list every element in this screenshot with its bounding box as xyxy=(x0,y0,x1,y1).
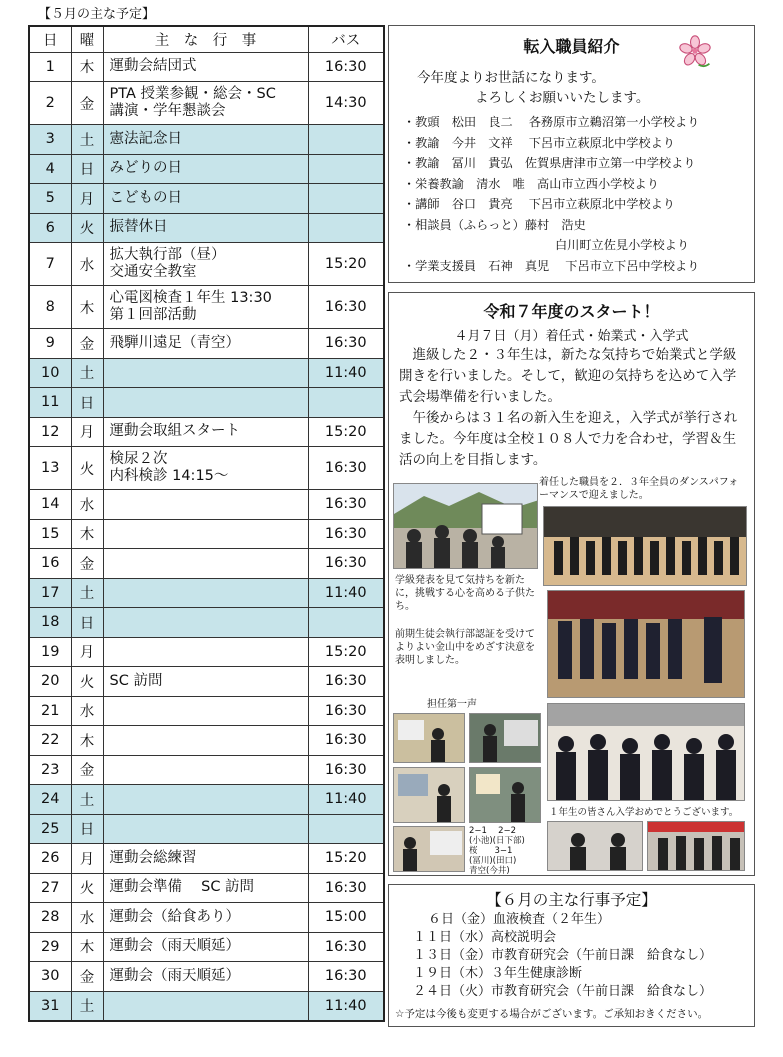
bus-cell: 15:20 xyxy=(308,243,384,286)
june-note: ☆予定は今後も変更する場合がございます。ご承知おきください。 xyxy=(395,1008,709,1020)
staff-title: 転入職員紹介 xyxy=(523,37,620,56)
table-row xyxy=(29,962,384,992)
event-line: 内科検診 14:15〜 xyxy=(109,468,229,484)
table-row xyxy=(29,608,384,638)
day-cell: 1 xyxy=(29,52,71,82)
weekday-cell: 日 xyxy=(71,154,103,184)
weekday-cell: 土 xyxy=(71,785,103,815)
table-row xyxy=(29,417,384,447)
bus-cell xyxy=(308,814,384,844)
student-council-photo xyxy=(547,590,745,698)
table-row xyxy=(29,490,384,520)
table-row xyxy=(29,785,384,815)
day-cell: 15 xyxy=(29,519,71,549)
bus-cell: 16:30 xyxy=(308,873,384,903)
weekday-cell: 土 xyxy=(71,358,103,388)
weekday-cell: 木 xyxy=(71,286,103,329)
event-line: 検尿２次 xyxy=(109,451,168,467)
weekday-cell: 金 xyxy=(71,329,103,359)
bus-cell: 16:30 xyxy=(308,696,384,726)
june-event-item: １３日（金）市教育研究会（午前日課 給食なし） xyxy=(413,948,713,963)
bus-cell xyxy=(308,125,384,155)
event-cell xyxy=(103,154,308,184)
weekday-cell: 木 xyxy=(71,519,103,549)
weekday-cell: 水 xyxy=(71,490,103,520)
day-cell: 14 xyxy=(29,490,71,520)
event-cell xyxy=(103,667,308,697)
event-cell xyxy=(103,213,308,243)
teacher-photo-4 xyxy=(469,767,541,823)
staff-item: ・教頭 松田 良二 各務原市立鵜沼第一小学校より xyxy=(403,115,700,129)
table-row xyxy=(29,667,384,697)
day-cell: 17 xyxy=(29,578,71,608)
bus-cell: 16:30 xyxy=(308,962,384,992)
bus-cell: 16:30 xyxy=(308,549,384,579)
bus-cell: 16:30 xyxy=(308,932,384,962)
event-cell xyxy=(103,519,308,549)
table-row xyxy=(29,873,384,903)
bus-cell: 16:30 xyxy=(308,519,384,549)
table-row xyxy=(29,932,384,962)
staff-item: ・教諭 冨川 貴弘 佐賀県唐津市立第一中学校より xyxy=(403,156,696,170)
day-cell: 11 xyxy=(29,388,71,418)
weekday-cell: 土 xyxy=(71,125,103,155)
bus-cell: 16:30 xyxy=(308,726,384,756)
table-row xyxy=(29,726,384,756)
homeroom-caption: 2−1 2−2 (小池)(日下部) 桜 3−1 (冨川)(田口) 青空(今井) xyxy=(469,826,525,876)
event-line: こどもの日 xyxy=(109,189,182,206)
teacher-photo-2 xyxy=(469,713,541,763)
weekday-cell: 木 xyxy=(71,52,103,82)
bus-cell: 16:30 xyxy=(308,329,384,359)
may-schedule-table xyxy=(28,25,385,1022)
event-cell xyxy=(103,637,308,667)
teacher-photo-1 xyxy=(393,713,465,763)
entrance-ceremony-photo xyxy=(547,703,745,801)
weekday-cell: 金 xyxy=(71,82,103,125)
day-cell: 22 xyxy=(29,726,71,756)
bus-cell: 15:20 xyxy=(308,637,384,667)
weekday-cell: 火 xyxy=(71,667,103,697)
june-event-item: ６日（金）血液検査（２年生） xyxy=(428,912,611,927)
event-line: 第１回部活動 xyxy=(109,307,197,323)
table-row xyxy=(29,82,384,125)
table-row xyxy=(29,213,384,243)
welcome-caption: １年生の皆さん入学おめでとうございます。 xyxy=(549,807,739,818)
council-caption: 前期生徒会執行部認証を受けてよりよい金山中をめざす決意を表明しました。 xyxy=(395,629,535,666)
weekday-cell: 月 xyxy=(71,184,103,214)
staff-intro-text xyxy=(417,68,649,108)
event-line: 運動会取組スタート xyxy=(109,423,240,440)
event-cell xyxy=(103,417,308,447)
table-row xyxy=(29,358,384,388)
table-row xyxy=(29,696,384,726)
weekday-cell: 土 xyxy=(71,991,103,1021)
day-cell: 2 xyxy=(29,82,71,125)
event-line: 運動会準備 SC 訪問 xyxy=(109,879,255,896)
table-row xyxy=(29,637,384,667)
weekday-cell: 金 xyxy=(71,755,103,785)
bus-cell xyxy=(308,213,384,243)
bus-cell: 15:00 xyxy=(308,903,384,933)
bus-cell: 15:20 xyxy=(308,844,384,874)
header-event: 主 な 行 事 xyxy=(103,26,308,52)
weekday-cell: 水 xyxy=(71,243,103,286)
table-row xyxy=(29,388,384,418)
event-cell xyxy=(103,903,308,933)
bus-cell: 16:30 xyxy=(308,286,384,329)
bus-cell xyxy=(308,184,384,214)
table-row xyxy=(29,329,384,359)
staff-item: ・相談員（ふらっと）藤村 浩史 xyxy=(403,217,586,232)
bus-cell: 15:20 xyxy=(308,417,384,447)
bus-cell xyxy=(308,154,384,184)
weekday-cell: 金 xyxy=(71,962,103,992)
event-line: 運動会結団式 xyxy=(109,58,197,75)
day-cell: 4 xyxy=(29,154,71,184)
year-start-paragraph-2: 午後からは３１名の新入生を迎え，入学式が挙行されました。今年度は全校１０８人で力を合わせ，学習＆生活の向上を目指します。 xyxy=(399,410,738,468)
table-row xyxy=(29,52,384,82)
weekday-cell: 水 xyxy=(71,696,103,726)
day-cell: 13 xyxy=(29,447,71,490)
weekday-cell: 月 xyxy=(71,637,103,667)
event-cell xyxy=(103,184,308,214)
day-cell: 5 xyxy=(29,184,71,214)
table-row xyxy=(29,755,384,785)
day-cell: 19 xyxy=(29,637,71,667)
event-cell xyxy=(103,991,308,1021)
schedule-body xyxy=(29,52,384,1021)
day-cell: 3 xyxy=(29,125,71,155)
bus-cell: 11:40 xyxy=(308,358,384,388)
day-cell: 23 xyxy=(29,755,71,785)
bus-cell xyxy=(308,608,384,638)
table-header-row xyxy=(29,26,384,52)
event-cell xyxy=(103,962,308,992)
day-cell: 26 xyxy=(29,844,71,874)
weekday-cell: 日 xyxy=(71,608,103,638)
june-title: 【６月の主な行事予定】 xyxy=(486,891,657,909)
teacher-photo-5 xyxy=(393,826,465,872)
bus-cell: 16:30 xyxy=(308,755,384,785)
june-event-item: ２４日（火）市教育研究会（午前日課 給食なし） xyxy=(413,984,713,999)
schedule-title: 【５月の主な予定】 xyxy=(38,7,156,22)
june-event-list xyxy=(413,911,712,1001)
weekday-cell: 日 xyxy=(71,388,103,418)
bus-cell: 11:40 xyxy=(308,991,384,1021)
weekday-cell: 火 xyxy=(71,213,103,243)
bus-cell: 16:30 xyxy=(308,447,384,490)
weekday-cell: 火 xyxy=(71,447,103,490)
bus-cell xyxy=(308,388,384,418)
event-cell xyxy=(103,608,308,638)
day-cell: 12 xyxy=(29,417,71,447)
event-cell xyxy=(103,844,308,874)
year-start-box xyxy=(388,292,755,876)
event-line: SC 訪問 xyxy=(109,672,163,689)
event-cell xyxy=(103,82,308,125)
header-day: 日 xyxy=(29,26,71,52)
day-cell: 28 xyxy=(29,903,71,933)
table-row xyxy=(29,286,384,329)
weekday-cell: 月 xyxy=(71,417,103,447)
weekday-cell: 月 xyxy=(71,844,103,874)
day-cell: 20 xyxy=(29,667,71,697)
table-row xyxy=(29,519,384,549)
dance-performance-photo xyxy=(543,506,747,586)
staff-list xyxy=(403,112,699,276)
table-row xyxy=(29,578,384,608)
weekday-cell: 火 xyxy=(71,873,103,903)
day-cell: 21 xyxy=(29,696,71,726)
staff-intro-line-2: よろしくお願いいたします。 xyxy=(475,90,650,106)
event-cell xyxy=(103,755,308,785)
event-line: 運動会総練習 xyxy=(109,849,197,866)
event-cell xyxy=(103,447,308,490)
event-cell xyxy=(103,726,308,756)
day-cell: 25 xyxy=(29,814,71,844)
event-cell xyxy=(103,814,308,844)
bus-cell: 11:40 xyxy=(308,785,384,815)
table-row xyxy=(29,814,384,844)
day-cell: 6 xyxy=(29,213,71,243)
table-row xyxy=(29,991,384,1021)
day-cell: 27 xyxy=(29,873,71,903)
bus-cell: 14:30 xyxy=(308,82,384,125)
event-line: 飛騨川遠足（青空） xyxy=(109,334,240,351)
event-cell xyxy=(103,286,308,329)
event-cell xyxy=(103,125,308,155)
june-event-item: １９日（木）３年生健康診断 xyxy=(413,966,583,981)
event-cell xyxy=(103,329,308,359)
weekday-cell: 金 xyxy=(71,549,103,579)
header-weekday: 曜 xyxy=(71,26,103,52)
table-row xyxy=(29,903,384,933)
dance-caption: 着任した職員を２．３年全員のダンスパフォーマンスで迎えました。 xyxy=(539,477,739,501)
table-row xyxy=(29,154,384,184)
table-row xyxy=(29,447,384,490)
event-cell xyxy=(103,696,308,726)
event-line: 憲法記念日 xyxy=(109,130,182,147)
table-row xyxy=(29,184,384,214)
table-row xyxy=(29,549,384,579)
staff-item: ・講師 谷口 貴亮 下呂市立萩原北中学校より xyxy=(403,197,675,211)
bus-cell: 16:30 xyxy=(308,490,384,520)
june-event-item: １１日（水）高校説明会 xyxy=(413,930,557,945)
teacher-caption: 担任第一声 xyxy=(427,699,477,710)
new-student-photo-2 xyxy=(647,821,745,871)
event-cell xyxy=(103,578,308,608)
event-cell xyxy=(103,932,308,962)
event-line: 交通安全教室 xyxy=(109,264,197,280)
event-cell xyxy=(103,873,308,903)
weekday-cell: 水 xyxy=(71,903,103,933)
staff-item: 白川町立佐見小学校より xyxy=(555,238,690,252)
year-start-date: ４月７日（月）着任式・始業式・入学式 xyxy=(454,329,689,344)
day-cell: 9 xyxy=(29,329,71,359)
bus-cell: 11:40 xyxy=(308,578,384,608)
table-row xyxy=(29,243,384,286)
header-bus: バス xyxy=(308,26,384,52)
event-cell xyxy=(103,549,308,579)
event-line: 心電図検査１年生 13:30 xyxy=(109,290,272,306)
staff-intro-box xyxy=(388,25,755,283)
cherry-blossom-icon xyxy=(677,34,713,70)
year-start-paragraph-1: 進級した２・３年生は，新たな気持ちで始業式と学級開きを行いました。そして，歓迎の気持ちを込めて入学式会場準備を行いました。 xyxy=(399,347,737,405)
staff-intro-line-1: 今年度よりお世話になります。 xyxy=(417,70,605,86)
event-line: 運動会（雨天順延） xyxy=(109,967,240,984)
day-cell: 16 xyxy=(29,549,71,579)
day-cell: 8 xyxy=(29,286,71,329)
teacher-photo-3 xyxy=(393,767,465,823)
table-row xyxy=(29,844,384,874)
day-cell: 30 xyxy=(29,962,71,992)
event-cell xyxy=(103,490,308,520)
event-cell xyxy=(103,388,308,418)
table-row xyxy=(29,125,384,155)
june-events-box xyxy=(388,884,755,1027)
event-line: 講演・学年懇談会 xyxy=(109,103,226,119)
event-line: みどりの日 xyxy=(109,160,182,177)
event-cell xyxy=(103,52,308,82)
weekday-cell: 木 xyxy=(71,932,103,962)
day-cell: 24 xyxy=(29,785,71,815)
event-line: 運動会（雨天順延） xyxy=(109,938,240,955)
day-cell: 10 xyxy=(29,358,71,388)
staff-item: ・栄養教諭 清水 唯 高山市立西小学校より xyxy=(403,176,659,191)
event-line: PTA 授業参観・総会・SC xyxy=(109,86,276,102)
day-cell: 18 xyxy=(29,608,71,638)
staff-item: ・教諭 今井 文祥 下呂市立萩原北中学校より xyxy=(403,135,675,150)
day-cell: 29 xyxy=(29,932,71,962)
year-start-title: 令和７年度のスタート！ xyxy=(483,302,660,321)
event-line: 拡大執行部（昼） xyxy=(109,247,226,263)
event-cell xyxy=(103,358,308,388)
weekday-cell: 日 xyxy=(71,814,103,844)
bus-cell: 16:30 xyxy=(308,52,384,82)
event-cell xyxy=(103,243,308,286)
class-caption: 学級発表を見て気持ちを新たに，挑戦する心を高める子供たち。 xyxy=(395,575,535,612)
event-line: 振替休日 xyxy=(109,219,168,236)
weekday-cell: 木 xyxy=(71,726,103,756)
event-line: 運動会（給食あり） xyxy=(109,908,240,925)
day-cell: 7 xyxy=(29,243,71,286)
class-announcement-photo xyxy=(393,483,538,569)
bus-cell: 16:30 xyxy=(308,667,384,697)
staff-item: ・学業支援員 石神 真児 下呂市立下呂中学校より xyxy=(403,258,700,273)
weekday-cell: 土 xyxy=(71,578,103,608)
day-cell: 31 xyxy=(29,991,71,1021)
event-cell xyxy=(103,785,308,815)
new-student-photo-1 xyxy=(547,821,643,871)
